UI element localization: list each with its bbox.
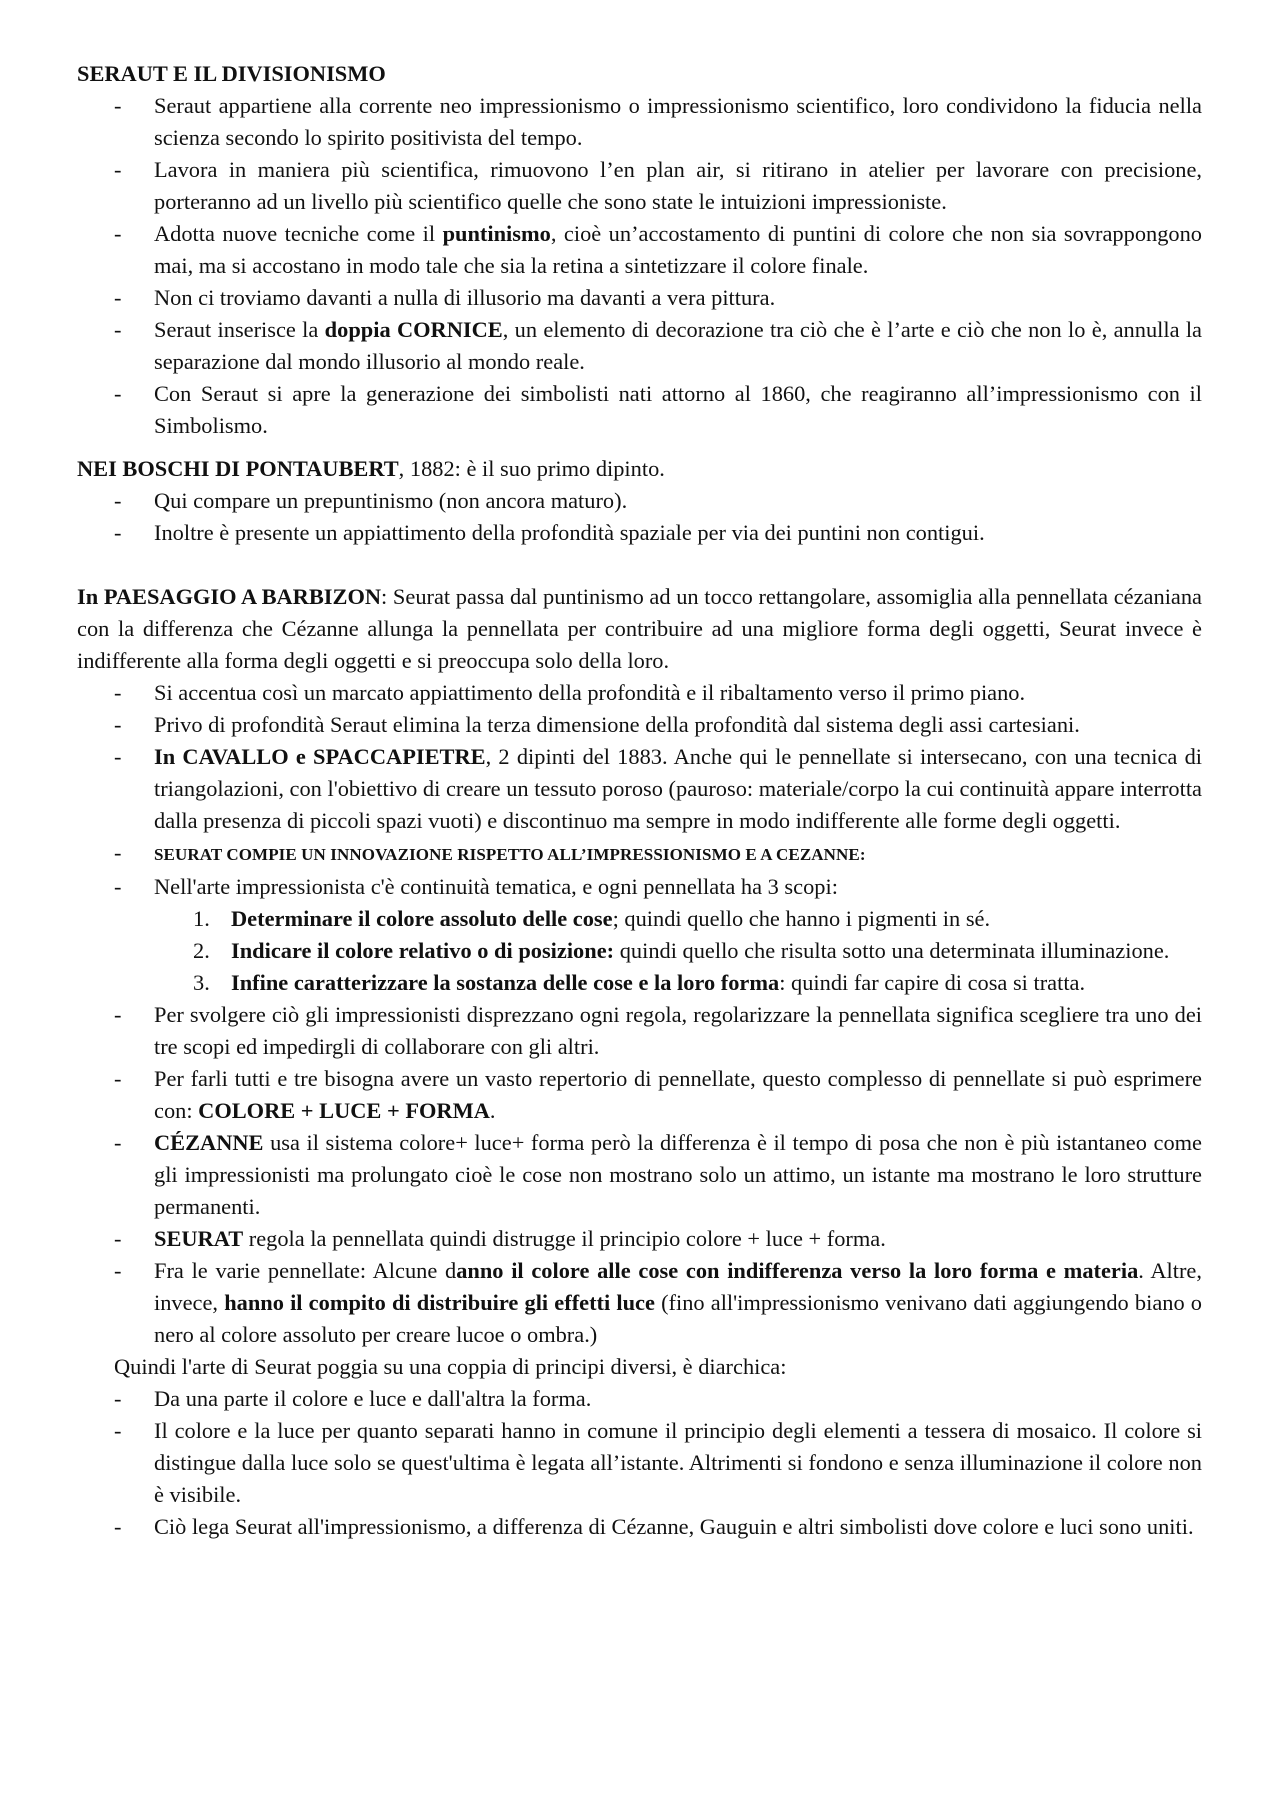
list-item: - Per farli tutti e tre bisogna avere un vasto repertorio di pennellate, questo complesso di pennellate si può esprimere con: COLORE + LUCE + FORMA. [77,1063,1202,1127]
list-item: - Adotta nuove tecniche come il puntinismo, cioè un’accostamento di puntini di colore che non sia sovrappongono mai, ma si accostano in modo tale che sia la retina a sintetizzare il colore finale. [77,218,1202,282]
numbered-list [77,903,1202,999]
list-item: - Seraut inserisce la doppia CORNICE, un elemento di decorazione tra ciò che è l’arte e ciò che non lo è, annulla la separazione dal mondo illusorio al mondo reale. [77,314,1202,378]
list-item: - Non ci troviamo davanti a nulla di illusorio ma davanti a vera pittura. [77,282,1202,314]
list-item: - Per svolgere ciò gli impressionisti disprezzano ogni regola, regolarizzare la pennellata significa scegliere tra uno dei tre scopi ed impedirgli di collaborare con gli altri. [77,999,1202,1063]
dash-bullet: - [114,1066,122,1091]
number-marker: 1. [193,906,210,931]
list-item: - Il colore e la luce per quanto separati hanno in comune il principio degli elementi a tessera di mosaico. Il colore si distingue dalla luce solo se quest'ultima è legata all’istante. Altrimenti si fondono e senza illuminazione il colore non è visibile. [77,1415,1202,1511]
bullet-list [77,485,1202,549]
dash-bullet: - [114,1258,122,1283]
dash-bullet: - [114,157,122,182]
dash-bullet: - [114,93,122,118]
list-item: - SEURAT regola la pennellata quindi distrugge il principio colore + luce + forma. [77,1223,1202,1255]
bullet-list [77,999,1202,1351]
section-intro: In PAESAGGIO A BARBIZON: Seurat passa dal puntinismo ad un tocco rettangolare, assomiglia alla pennellata cézaniana con la differenza che Cézanne allunga la pennellata per contribuire ad una migliore forma degli oggetti, Seurat invece è indifferente alla forma degli oggetti e si preoccupa solo della loro. [77,584,1202,673]
dash-bullet: - [114,874,122,899]
dash-bullet: - [114,1226,122,1251]
dash-bullet: - [114,1514,122,1539]
list-item: - Lavora in maniera più scientifica, rimuovono l’en plan air, si ritirano in atelier per lavorare con precisione, porteranno ad un livello più scientifico quelle che sono state le intuizioni impressioniste. [77,154,1202,218]
number-marker: 2. [193,938,210,963]
section-heading: SERAUT E IL DIVISIONISMO [77,61,386,86]
dash-bullet: - [114,744,122,769]
list-item: - Privo di profondità Seraut elimina la terza dimensione della profondità dal sistema degli assi cartesiani. [77,709,1202,741]
list-item: - Si accentua così un marcato appiattimento della profondità e il ribaltamento verso il primo piano. [77,677,1202,709]
list-item: - Seraut appartiene alla corrente neo impressionismo o impressionismo scientifico, loro condividono la fiducia nella scienza secondo lo spirito positivista del tempo. [77,90,1202,154]
paragraph: Quindi l'arte di Seurat poggia su una coppia di principi diversi, è diarchica: [114,1354,787,1379]
list-item: - Con Seraut si apre la generazione dei simbolisti nati attorno al 1860, che reagiranno all’impressionismo con il Simbolismo. [77,378,1202,442]
dash-bullet: - [114,1002,122,1027]
dash-bullet: - [114,285,122,310]
dash-bullet: - [114,221,122,246]
section-heading: NEI BOSCHI DI PONTAUBERT, 1882: è il suo primo dipinto. [77,456,665,481]
numbered-item: 2. Indicare il colore relativo o di posizione: quindi quello che risulta sotto una determinata illuminazione. [77,935,1202,967]
list-item: - SEURAT COMPIE UN INNOVAZIONE RISPETTO ALL’IMPRESSIONISMO E A CEZANNE: [77,837,1202,871]
dash-bullet: - [114,317,122,342]
bullet-list [77,1383,1202,1543]
list-item: - Inoltre è presente un appiattimento della profondità spaziale per via dei puntini non contigui. [77,517,1202,549]
list-item: - Fra le varie pennellate: Alcune danno il colore alle cose con indifferenza verso la loro forma e materia. Altre, invece, hanno il compito di distribuire gli effetti luce (fino all'impressionismo venivano dati aggiungendo biano o nero al colore assoluto per creare lucoe o ombra.) [77,1255,1202,1351]
numbered-item: 3. Infine caratterizzare la sostanza delle cose e la loro forma: quindi far capire di cosa si tratta. [77,967,1202,999]
list-item: - Qui compare un prepuntinismo (non ancora maturo). [77,485,1202,517]
dash-bullet: - [114,488,122,513]
dash-bullet: - [114,381,122,406]
numbered-item: 1. Determinare il colore assoluto delle cose; quindi quello che hanno i pigmenti in sé. [77,903,1202,935]
list-item: - Ciò lega Seurat all'impressionismo, a differenza di Cézanne, Gauguin e altri simbolisti dove colore e luci sono uniti. [77,1511,1202,1543]
bullet-list [77,90,1202,442]
bullet-list [77,677,1202,903]
list-item: - Nell'arte impressionista c'è continuità tematica, e ogni pennellata ha 3 scopi: [77,871,1202,903]
dash-bullet: - [114,680,122,705]
dash-bullet: - [114,840,122,865]
list-item: - Da una parte il colore e luce e dall'altra la forma. [77,1383,1202,1415]
list-item: - In CAVALLO e SPACCAPIETRE, 2 dipinti del 1883. Anche qui le pennellate si intersecano, con una tecnica di triangolazioni, con l'obiettivo di creare un tessuto poroso (pauroso: materiale/corpo la cui continuità appare interrotta dalla presenza di piccoli spazi vuoti) e discontinuo ma sempre in modo indifferente alle forme degli oggetti. [77,741,1202,837]
dash-bullet: - [114,1386,122,1411]
dash-bullet: - [114,712,122,737]
dash-bullet: - [114,1130,122,1155]
list-item: - CÉZANNE usa il sistema colore+ luce+ forma però la differenza è il tempo di posa che non è più istantaneo come gli impressionisti ma prolungato cioè le cose non mostrano solo un attimo, un istante ma mostrano le loro strutture permanenti. [77,1127,1202,1223]
dash-bullet: - [114,1418,122,1443]
number-marker: 3. [193,970,210,995]
dash-bullet: - [114,520,122,545]
